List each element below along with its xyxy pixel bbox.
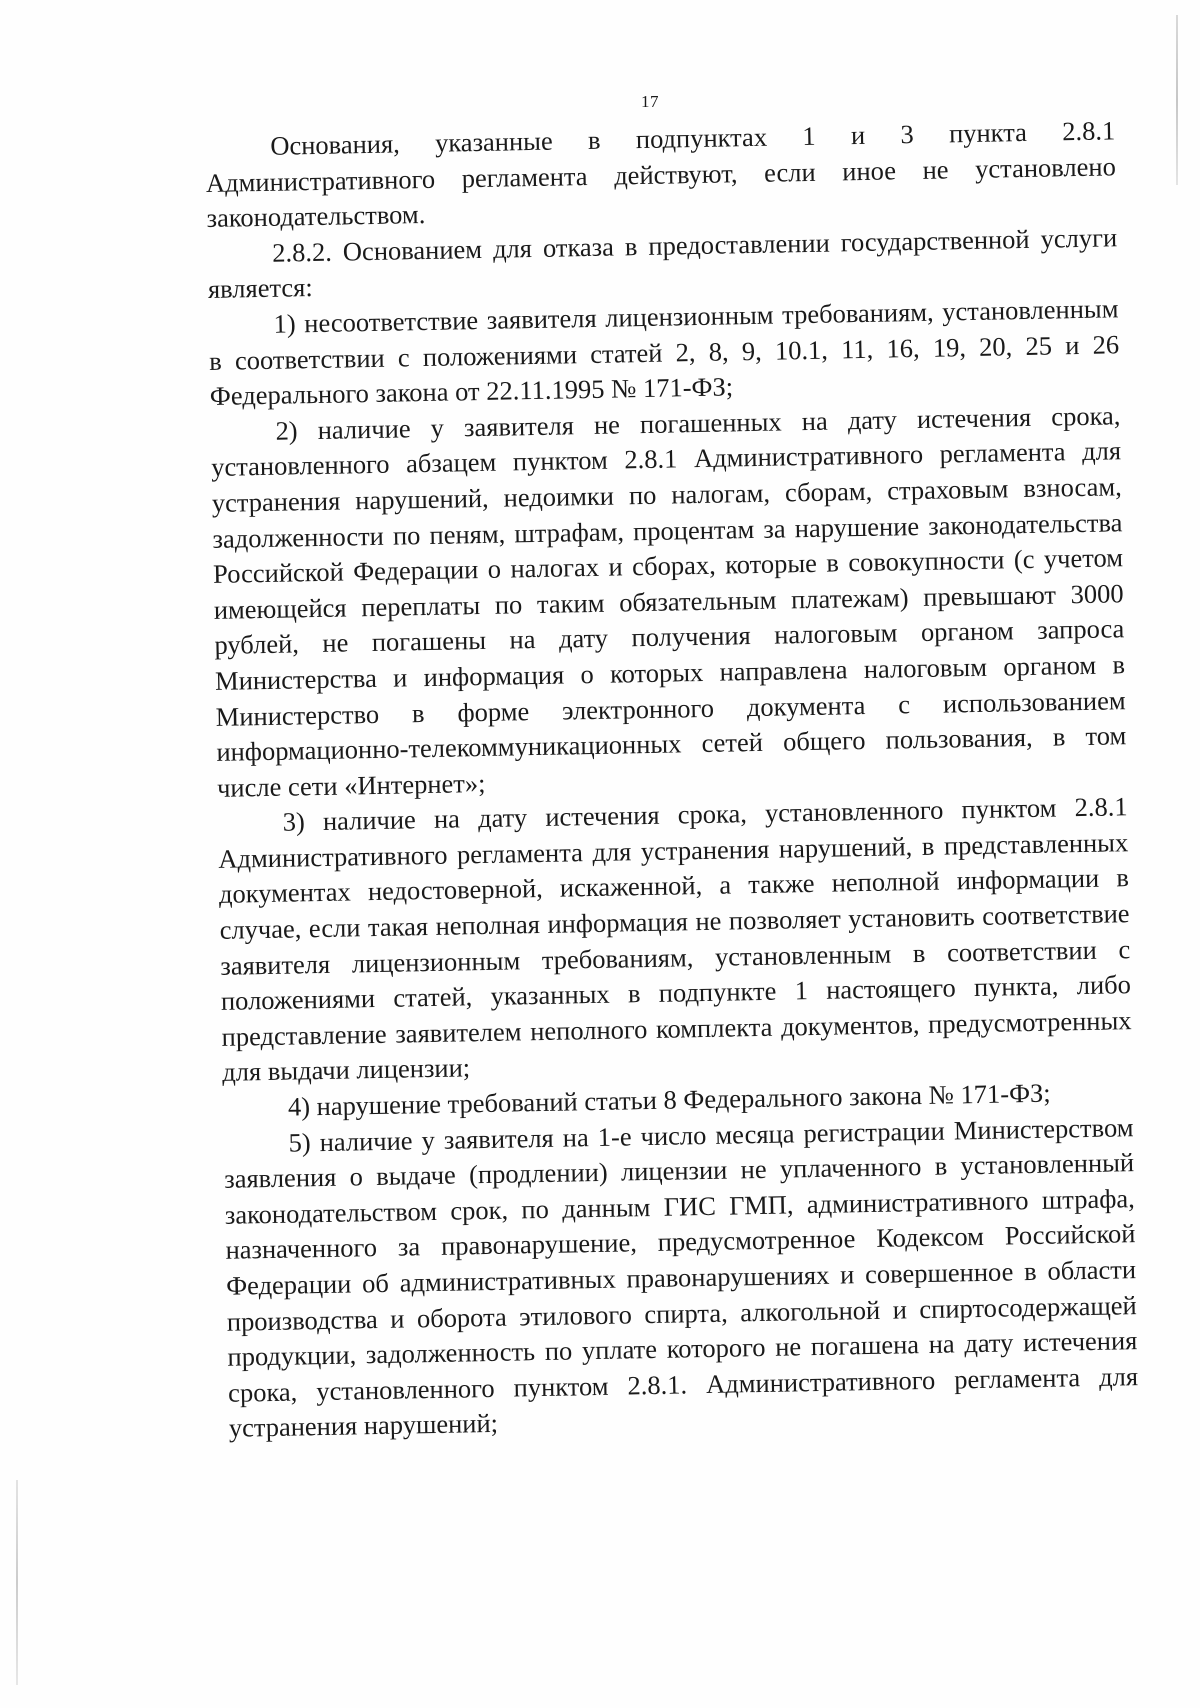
list-item-4: 4) нарушение требований статьи 8 Федерального закона № 171-ФЗ;	[287, 1077, 1051, 1122]
list-item-1: 1) несоответствие заявителя лицензионным требованиям, установленным в соответствии с положениями статей 2, 8, 9, 10.1, 11, 16, 19, 20, 25 и 26 Федерального закона от 22.11.1995 № 171-ФЗ;	[208, 293, 1120, 412]
scan-edge-mark	[16, 1480, 18, 1685]
list-item-3: 3) наличие на дату истечения срока, установленного пунктом 2.8.1 Административного регламента для устранения нарушений, в представленных документах недостоверной, искаженной, а также неполной информации в случае, если такая неполная информация не позволяет установить соответствие заявителя лицензионным требованиям, установленным в соответствии с положениями статей, указанных в подпункте 1 настоящего пункта, либо представление заявителем неполного комплекта документов, предусмотренных для выдачи лицензии;	[218, 791, 1132, 1088]
page-number: 17	[641, 92, 659, 111]
paragraph-2-8-2-heading: 2.8.2. Основанием для отказа в предоставлении государственной услуги является:	[207, 222, 1118, 305]
list-item-2: 2) наличие у заявителя не погашенных на дату истечения срока, установленного абзацем пунктом 2.8.1 Административного регламента для устранения нарушений, недоимки по налогам, сборам, страховым взносам, задолженности по пеням, штрафам, процентам за нарушение законодательства Российской Федерации о налогах и сборах, которые в совокупности (с учетом имеющейся переплаты по таким обязательным платежам) превышают 3000 рублей, не погашены на дату получения налоговым органом запроса Министерства и информация о которых направлена налоговым органом в Министерство в форме электронного документа с использованием информационно-телекоммуникационных сетей общего пользования, в том числе сети «Интернет»;	[210, 400, 1127, 803]
list-item-5: 5) наличие у заявителя на 1-е число месяца регистрации Министерством заявления о выдаче (продлении) лицензии не уплаченного в установленный законодательством срок, по данным ГИС ГМП, административного штрафа, назначенного за правонарушение, предусмотренное Кодексом Российской Федерации об административных правонарушениях и совершенное в области производства и оборота этилового спирта, алкогольной и спиртосодержащей продукции, задолженность по уплате которого не погашена на дату истечения срока, установленного пунктом 2.8.1. Административного регламента для устранения нарушений;	[223, 1111, 1139, 1444]
document-body	[205, 113, 1139, 1446]
paragraph-grounds-note: Основания, указанные в подпунктах 1 и 3 пункта 2.8.1 Административного регламента действуют, если иное не установлено законодательством.	[205, 115, 1117, 234]
